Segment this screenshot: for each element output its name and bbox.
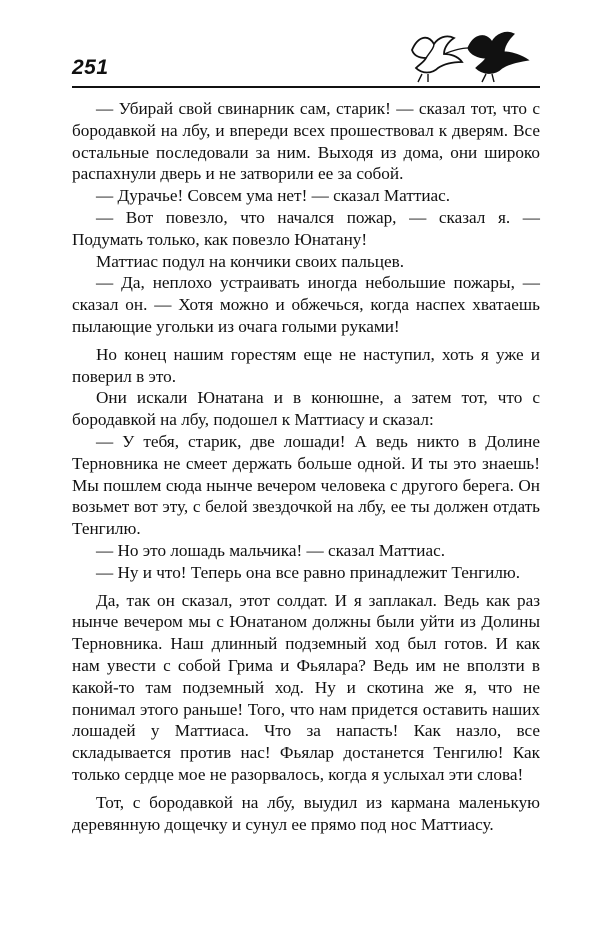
page-number: 251 bbox=[72, 56, 109, 79]
paragraph: — У тебя, старик, две лошади! А ведь никто в Долине Терновника не смеет держать больше одной. И ты это знаешь! Мы пошлем сюда нынче вечером человека с другого берега. Он возьмет вот эту, с белой звездочкой на лбу, ее ты должен отдать Тенгилю. bbox=[72, 431, 540, 539]
paragraph: Тот, с бородавкой на лбу, выудил из кармана маленькую деревянную дощечку и сунул ее прямо под нос Маттиасу. bbox=[72, 792, 540, 834]
paragraph: Они искали Юнатана и в конюшне, а затем тот, что с бородавкой на лбу, подошел к Маттиасу и сказал: bbox=[72, 388, 540, 430]
paragraph: — Но это лошадь мальчика! — сказал Маттиас. bbox=[96, 540, 445, 560]
paragraph: — Ну и что! Теперь она все равно принадлежит Тенгилю. bbox=[96, 562, 521, 582]
paragraph: Маттиас подул на кончики своих пальцев. bbox=[96, 251, 405, 271]
paragraph: Но конец нашим горестям еще не наступил, хоть я уже и поверил в это. bbox=[72, 344, 540, 386]
paragraph: — Дурачье! Совсем ума нет! — сказал Маттиас. bbox=[96, 186, 451, 206]
paragraph: Да, так он сказал, этот солдат. И я заплакал. Ведь как раз нынче вечером мы с Юнатаном должны были уйти из Долины Терновника. Наш длинный подземный ход был готов. И как нам увести с собой Грима и Фьялара? Ведь им не вползти в какой-то там подземный ход. Ну и скотина же я, что не понимал этого раньше! Того, что нам придется оставить наших лошадей у Маттиаса. Что за напасть! Как назло, все складывается против нас! Фьялар достанется Тенгилю! Как только сердце мое не разорвалось, когда я услыхал эти слова! bbox=[72, 590, 540, 784]
body-text bbox=[72, 98, 540, 835]
paragraph: — Убирай свой свинарник сам, старик! — сказал тот, что с бородавкой на лбу, и впереди всех прошествовал к дверям. Все остальные последовали за ним. Выходя из дома, они широко распахнули дверь и не затворили ее за собой. bbox=[72, 99, 540, 184]
paragraph: — Да, неплохо устраивать иногда небольшие пожары, — сказал он. — Хотя можно и обжечься, когда наспех хватаешь пылающие угольки из очага голыми руками! bbox=[72, 273, 540, 336]
paragraph: — Вот повезло, что начался пожар, — сказал я. — Подумать только, как повезло Юнатану! bbox=[72, 207, 540, 249]
page-header bbox=[72, 30, 540, 92]
doves-icon bbox=[404, 30, 542, 86]
header-rule bbox=[72, 86, 540, 88]
